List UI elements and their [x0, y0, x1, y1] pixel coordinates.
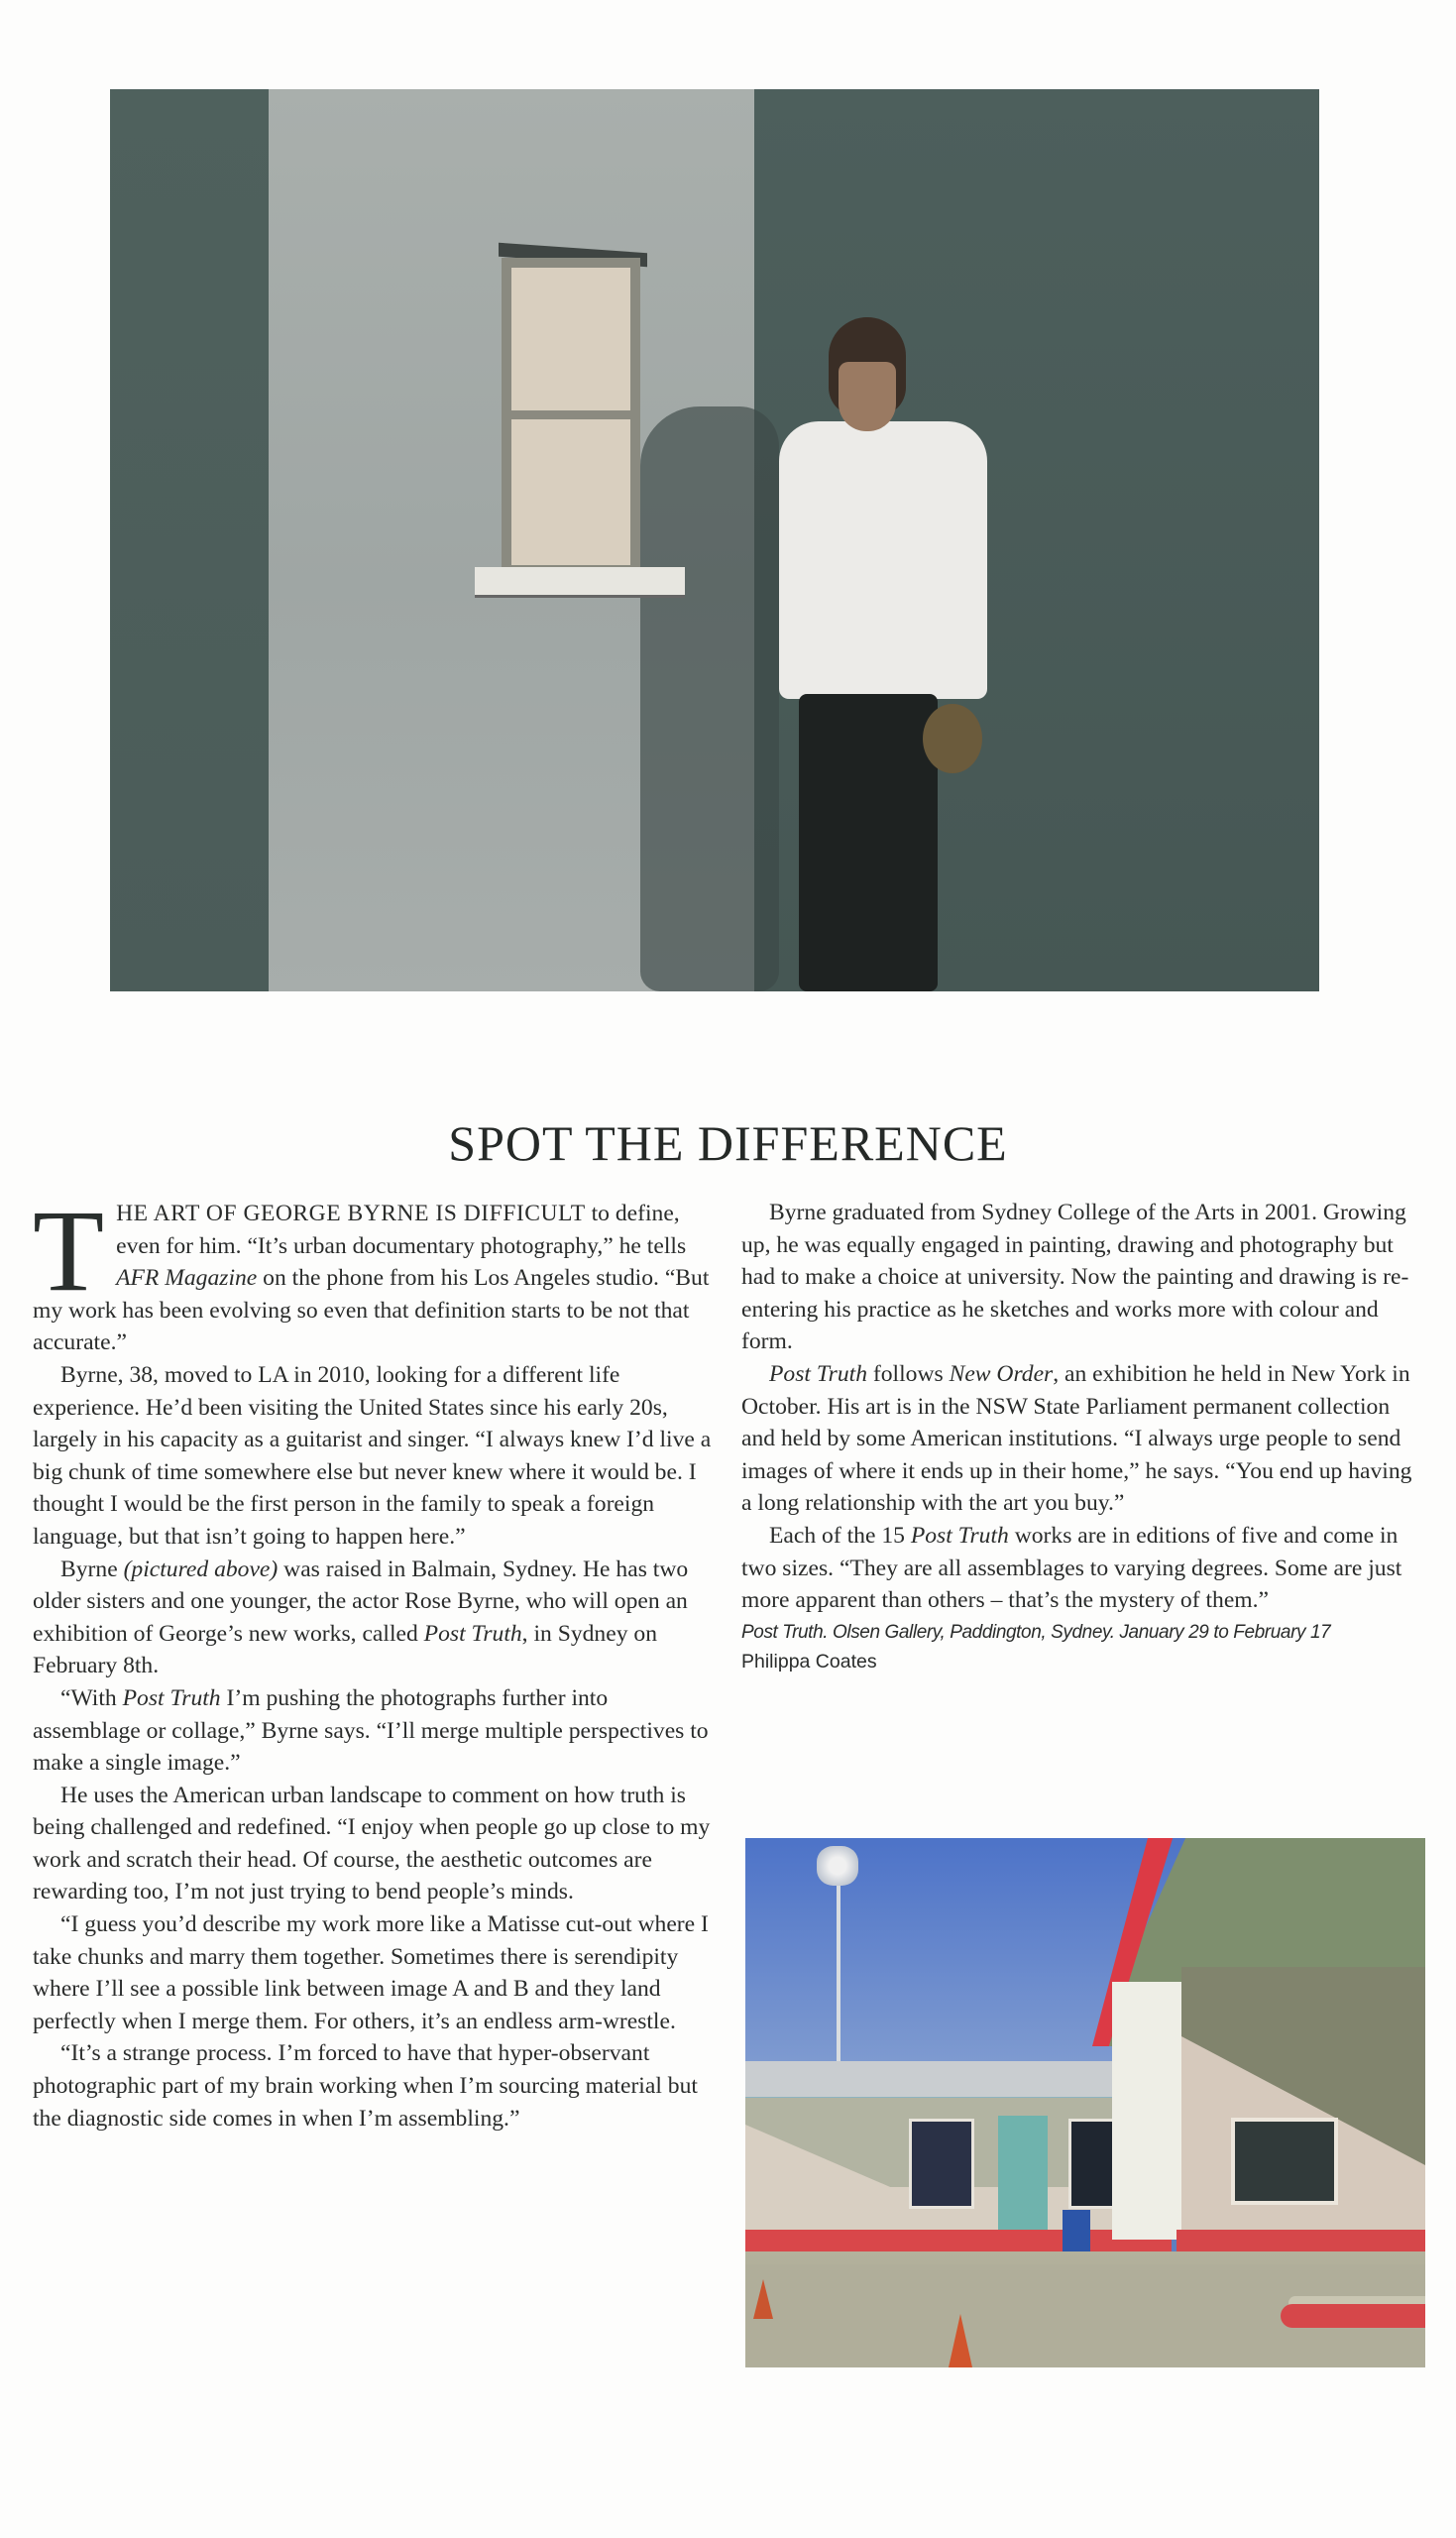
barred-window: [1231, 2118, 1338, 2205]
person-shadow: [640, 406, 779, 991]
text-run: He uses the American urban landscape to comment on how truth is being challenged and redefined. “I enjoy when people go up close to my work and scratch their head. Of course, the aesthetic outcomes are rewarding too, I’m not just trying to bend people’s minds.: [33, 1782, 711, 1905]
wall-dark-band-left: [110, 89, 269, 991]
person-figure: [779, 317, 1007, 991]
text-run: follows: [867, 1360, 950, 1387]
text-run: to define, even for him. “It’s urban documentary photography,” he tells: [116, 1201, 687, 1259]
paragraph: [33, 1682, 717, 1780]
italic-text: Post Truth: [423, 1620, 522, 1647]
text-run: Byrne: [60, 1556, 124, 1582]
paragraph-body: [741, 1523, 1401, 1613]
text-run: Each of the 15: [769, 1522, 911, 1549]
window: [502, 258, 640, 575]
teal-door: [998, 2116, 1048, 2235]
traffic-cone-icon: [949, 2314, 972, 2367]
text-run: , an exhibition he held in New York in October. His art is in the NSW State Parliament permanent collection and held by some American institutions. “I always urge people to send images of where it ends up in their home,” he says. “You end up having a long relationship with the art you buy.”: [741, 1360, 1412, 1517]
paragraph-body: [33, 1911, 709, 2034]
red-trim: [745, 2230, 1172, 2251]
italic-text: Post Truth: [122, 1684, 221, 1711]
white-shirt: [779, 421, 987, 699]
text-run: “With: [60, 1684, 123, 1711]
paragraph-body: [33, 2040, 698, 2131]
paragraph-body: [741, 1200, 1408, 1354]
paragraph: [33, 1554, 717, 1682]
hero-photo: [110, 89, 1319, 991]
text-run: was raised in Balmain, Sydney. He has two older sisters and one younger, the actor Rose Byrne, who will open an exhibition of George’s new works, called: [33, 1556, 689, 1647]
text-run: Byrne graduated from Sydney College of the Arts in 2001. Growing up, he was equally engaged in painting, drawing and photography but had to make a choice at university. Now the painting and drawing is re-entering his practice as he sketches and works more with colour and form.: [741, 1200, 1409, 1355]
text-run: “I guess you’d describe my work more like a Matisse cut-out where I take chunks and marry them together. Sometimes there is serendipity where I’ll see a possible link between image A and B and they land perfectly when I merge them. For others, it’s an endless arm-wrestle.: [33, 1911, 709, 2034]
dark-trousers: [799, 694, 938, 991]
paragraph: [33, 1780, 717, 1908]
lead-paragraph: [33, 1186, 717, 1359]
lamp-head: [817, 1846, 858, 1886]
italic-text: Post Truth: [910, 1522, 1009, 1549]
face: [839, 362, 896, 431]
low-roof: [745, 2061, 1172, 2103]
blue-bin: [1063, 2210, 1090, 2251]
held-hat: [923, 704, 982, 773]
traffic-cone-icon: [753, 2279, 773, 2319]
paragraph: [33, 1908, 717, 2037]
white-wall-block: [1112, 1982, 1181, 2240]
text-run: Byrne, 38, moved to LA in 2010, looking for a different life experience. He’d been visiting the United States since his early 20s, largely in his capacity as a guitarist and singer. “I always knew I’d live a big chunk of time somewhere else but never knew where it would be. I thought I would be the first person in the family to speak a foreign language, but that isn’t going to happen here.”: [33, 1361, 712, 1550]
italic-text: Post Truth: [769, 1360, 867, 1387]
paragraph-body: [33, 1685, 709, 1776]
paragraph-body: [33, 1783, 710, 1905]
text-run: “It’s a strange process. I’m forced to have that hyper-observant photographic part of my brain working when I’m sourcing material but the diagnostic side comes in when I’m assembling.”: [33, 2040, 698, 2132]
text-run: works are in editions of five and come in two sizes. “They are all assemblages to varying degrees. Some are just more apparent than others – that’s the mystery of them.”: [741, 1522, 1402, 1614]
headline: SPOT THE DIFFERENCE: [448, 1114, 1008, 1171]
motel-window: [909, 2119, 974, 2209]
text-run: , in Sydney on February 8th.: [33, 1620, 657, 1679]
italic-text: New Order: [949, 1360, 1054, 1387]
exhibition-info: Post Truth. Olsen Gallery, Paddington, Sydney. January 29 to February 17: [741, 1621, 1331, 1643]
window-mullion: [511, 410, 630, 419]
author-byline: Philippa Coates: [741, 1650, 877, 1673]
lamp-pole: [837, 1858, 840, 2076]
text-run: I’m pushing the photographs further into assemblage or collage,” Byrne says. “I’ll merge multiple perspectives to make a single image.”: [33, 1684, 709, 1777]
article-column-right: [741, 1197, 1425, 1676]
paragraph: [741, 1520, 1425, 1617]
paragraph-body: [33, 1557, 688, 1679]
paragraph: [33, 2037, 717, 2134]
window-sill: [475, 567, 685, 598]
artwork-photo: [745, 1838, 1425, 2367]
italic-text: AFR Magazine: [116, 1265, 258, 1292]
paragraph-body: [33, 1362, 711, 1550]
italic-text: (pictured above): [123, 1556, 279, 1582]
red-curb: [1281, 2304, 1425, 2328]
article-column-left: [33, 1186, 717, 2134]
paragraph: [33, 1359, 717, 1554]
text-run: on the phone from his Los Angeles studio. “But my work has been evolving so even that definition starts to be not that accurate.”: [33, 1265, 710, 1356]
paragraph: [741, 1358, 1425, 1520]
paragraph-body: [741, 1361, 1411, 1516]
lead-caps: HE ART OF GEORGE BYRNE IS DIFFICULT: [116, 1201, 586, 1226]
paragraph: [741, 1197, 1425, 1358]
drop-cap: T: [33, 1186, 105, 1316]
